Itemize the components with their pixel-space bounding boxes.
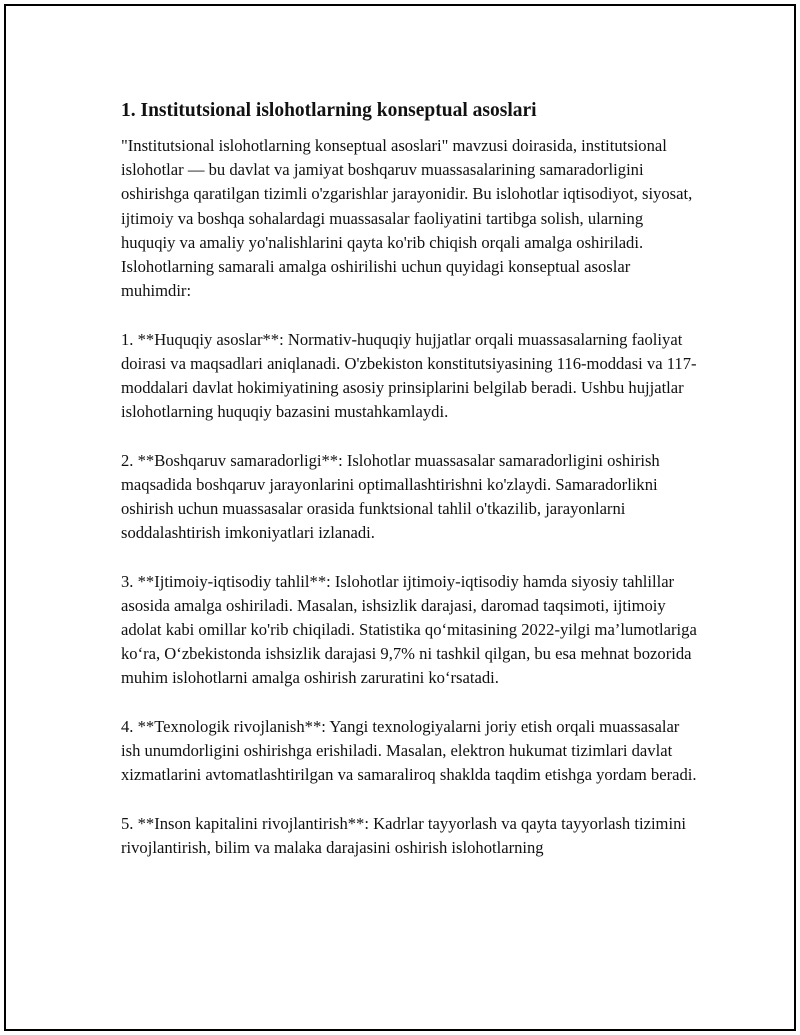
- item-governance-efficiency: 2. **Boshqaruv samaradorligi**: Islohotlar muassasalar samaradorligini oshirish maqsadida boshqaruv jarayonlarini optimallashtirishni ko'zlaydi. Samaradorlikni oshirish uchun muassasalar orasida funktsional tahlil o'tkazilib, jarayonlarni soddalashtirish imkoniyatlari izlanadi.: [121, 450, 660, 543]
- page-frame: [4, 4, 796, 1031]
- item-technological-development: 4. **Texnologik rivojlanish**: Yangi texnologiyalarni joriy etish orqali muassasalar ish unumdorligini oshirishga erishiladi. Masalan, elektron hukumat tizimlari davlat xizmatlarini avtomatlashtirilgan va samaraliroq shaklda taqdim etishga yordam beradi.: [121, 716, 697, 785]
- section-heading: 1. Institutsional islohotlarning konseptual asoslari: [121, 100, 537, 121]
- item-legal-foundations: 1. **Huquqiy asoslar**: Normativ-huquqiy hujjatlar orqali muassasalarning faoliyat doirasi va maqsadlari aniqlanadi. O'zbekiston konstitutsiyasining 116-moddasi va 117-moddalari davlat hokimiyatining asosiy prinsiplarini belgilab beradi. Ushbu hujjatlar islohotlarning huquqiy bazasini mustahkamlaydi.: [121, 329, 697, 422]
- item-socioeconomic-analysis: 3. **Ijtimoiy-iqtisodiy tahlil**: Islohotlar ijtimoiy-iqtisodiy hamda siyosiy tahlillar asosida amalga oshiriladi. Masalan, ishsizlik darajasi, daromad taqsimoti, ijtimoiy adolat kabi omillar ko'rib chiqiladi. Statistika qo‘mitasining 2022-yilgi ma’lumotlariga ko‘ra, O‘zbekistonda ishsizlik darajasi 9,7% ni tashkil qilgan, bu esa mehnat bozorida muhim islohotlarni amalga oshirish zaruratini ko‘rsatadi.: [121, 571, 697, 688]
- intro-paragraph: "Institutsional islohotlarning konseptual asoslari" mavzusi doirasida, institutsional islohotlar — bu davlat va jamiyat boshqaruv muassasalarining samaradorligini oshirishga qaratilgan tizimli o'zgarishlar jarayonidir. Bu islohotlar iqtisodiyot, siyosat, ijtimoiy va boshqa sohalardagi muassasalar faoliyatini tartibga solish, ularning huquqiy va amaliy yo'nalishlarini qayta ko'rib chiqish orqali amalga oshiriladi. Islohotlarning samarali amalga oshirilishi uchun quyidagi konseptual asoslar muhimdir:: [121, 136, 693, 301]
- document-body: [121, 99, 701, 884]
- item-human-capital: 5. **Inson kapitalini rivojlantirish**: Kadrlar tayyorlash va qayta tayyorlash tizimini rivojlantirish, bilim va malaka darajasini oshirish islohotlarning: [121, 813, 686, 857]
